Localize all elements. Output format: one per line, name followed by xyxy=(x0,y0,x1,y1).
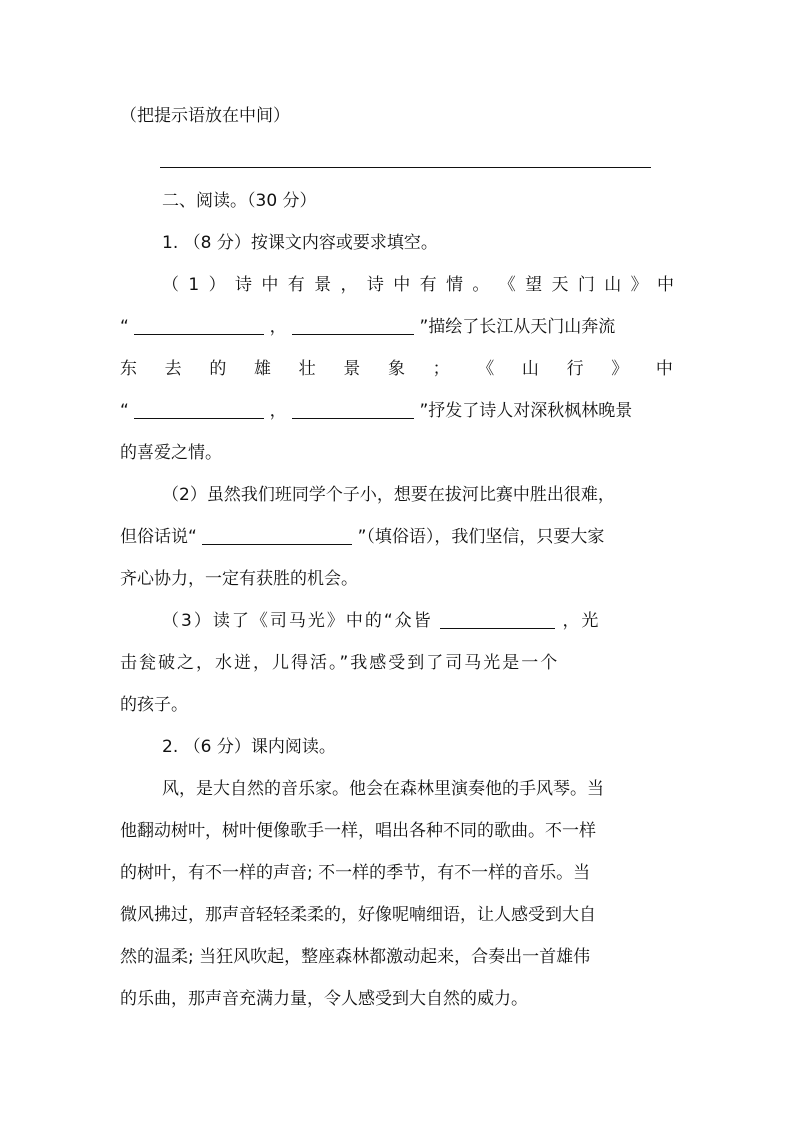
passage-line: 微风拂过，那声音轻轻柔柔的，好像呢喃细语，让人感受到大自 xyxy=(120,905,596,925)
text-char: 》 xyxy=(630,275,648,295)
fill-blank[interactable] xyxy=(440,611,555,629)
text-char: 诗 xyxy=(234,275,252,295)
text-char: 》 xyxy=(611,359,629,379)
passage-line: 风，是大自然的音乐家。他会在森林里演奏他的手风琴。当 xyxy=(162,779,604,799)
text-char: 山 xyxy=(604,275,622,295)
question-1-title: 1. （8 分）按课文内容或要求填空。 xyxy=(162,233,438,253)
text-char: 情 xyxy=(445,275,463,295)
text-char: 《 xyxy=(498,275,516,295)
hint-line: （把提示语放在中间） xyxy=(120,106,290,126)
question-1-part-1-line-1 xyxy=(162,273,674,297)
text-char: 景 xyxy=(343,359,361,379)
text-char: ） xyxy=(208,275,226,295)
text-char: 《 xyxy=(477,359,495,379)
text-char: 中 xyxy=(656,275,674,295)
question-1-part-3-line-3: 的孩子。 xyxy=(120,695,188,715)
text-char: 去 xyxy=(164,359,182,379)
text-char: 天 xyxy=(551,275,569,295)
passage-line: 他翻动树叶，树叶便像歌手一样，唱出各种不同的歌曲。不一样 xyxy=(120,821,596,841)
text-char: 望 xyxy=(525,275,543,295)
text-char: 山 xyxy=(521,359,539,379)
text-char: 1 xyxy=(188,275,200,295)
question-1-part-2-line-3: 齐心协力，一定有获胜的机会。 xyxy=(120,569,358,589)
fill-blank[interactable] xyxy=(292,317,414,335)
text-char: 雄 xyxy=(253,359,271,379)
question-2-title: 2. （6 分）课内阅读。 xyxy=(162,737,336,757)
text-char: 壮 xyxy=(298,359,316,379)
text-char: 。 xyxy=(472,275,490,295)
text-char: 中 xyxy=(261,275,279,295)
section-heading: 二、阅读。（30 分） xyxy=(162,191,317,211)
text-char: 门 xyxy=(577,275,595,295)
question-1-part-1-line-4: “ ， ”抒发了诗人对深秋枫林晚景 xyxy=(120,401,633,421)
fill-blank[interactable] xyxy=(134,401,264,419)
text-char: 象 xyxy=(387,359,405,379)
text-char: 东 xyxy=(120,359,137,379)
question-1-part-2-line-2: 但俗话说“ ”（填俗语），我们坚信，只要大家 xyxy=(120,527,605,547)
question-1-part-1-line-3 xyxy=(120,357,673,381)
question-1-part-3-line-2: 击瓮破之，水迸，儿得活。”我感受到了司马光是一个 xyxy=(120,653,560,673)
text-char: 景 xyxy=(314,275,332,295)
question-1-part-2-line-1: （2）虽然我们班同学个子小，想要在拔河比赛中胜出很难， xyxy=(162,485,615,505)
text-char: 中 xyxy=(393,275,411,295)
passage-line: 的树叶，有不一样的声音; 不一样的季节，有不一样的音乐。当 xyxy=(120,863,591,883)
fill-blank[interactable] xyxy=(292,401,414,419)
fill-blank[interactable] xyxy=(134,317,264,335)
text-char: 诗 xyxy=(366,275,384,295)
text-char: ； xyxy=(432,359,450,379)
passage-line: 然的温柔; 当狂风吹起，整座森林都激动起来，合奏出一首雄伟 xyxy=(120,947,591,967)
text-char: 中 xyxy=(655,359,673,379)
answer-line xyxy=(160,167,651,168)
text-char: ， xyxy=(340,275,358,295)
question-1-part-1-line-2: “ ， ”描绘了长江从天门山奔流 xyxy=(120,317,616,337)
question-1-part-1-line-5: 的喜爱之情。 xyxy=(120,443,222,463)
passage-line: 的乐曲，那声音充满力量，令人感受到大自然的威力。 xyxy=(120,989,528,1009)
text-char: （ xyxy=(162,275,179,295)
text-char: 行 xyxy=(566,359,584,379)
text-char: 有 xyxy=(419,275,437,295)
text-char: 的 xyxy=(209,359,227,379)
question-1-part-3-line-1: （3）读了《司马光》中的“众皆 ，光 xyxy=(162,611,601,631)
text-char: 有 xyxy=(287,275,305,295)
fill-blank[interactable] xyxy=(202,527,352,545)
